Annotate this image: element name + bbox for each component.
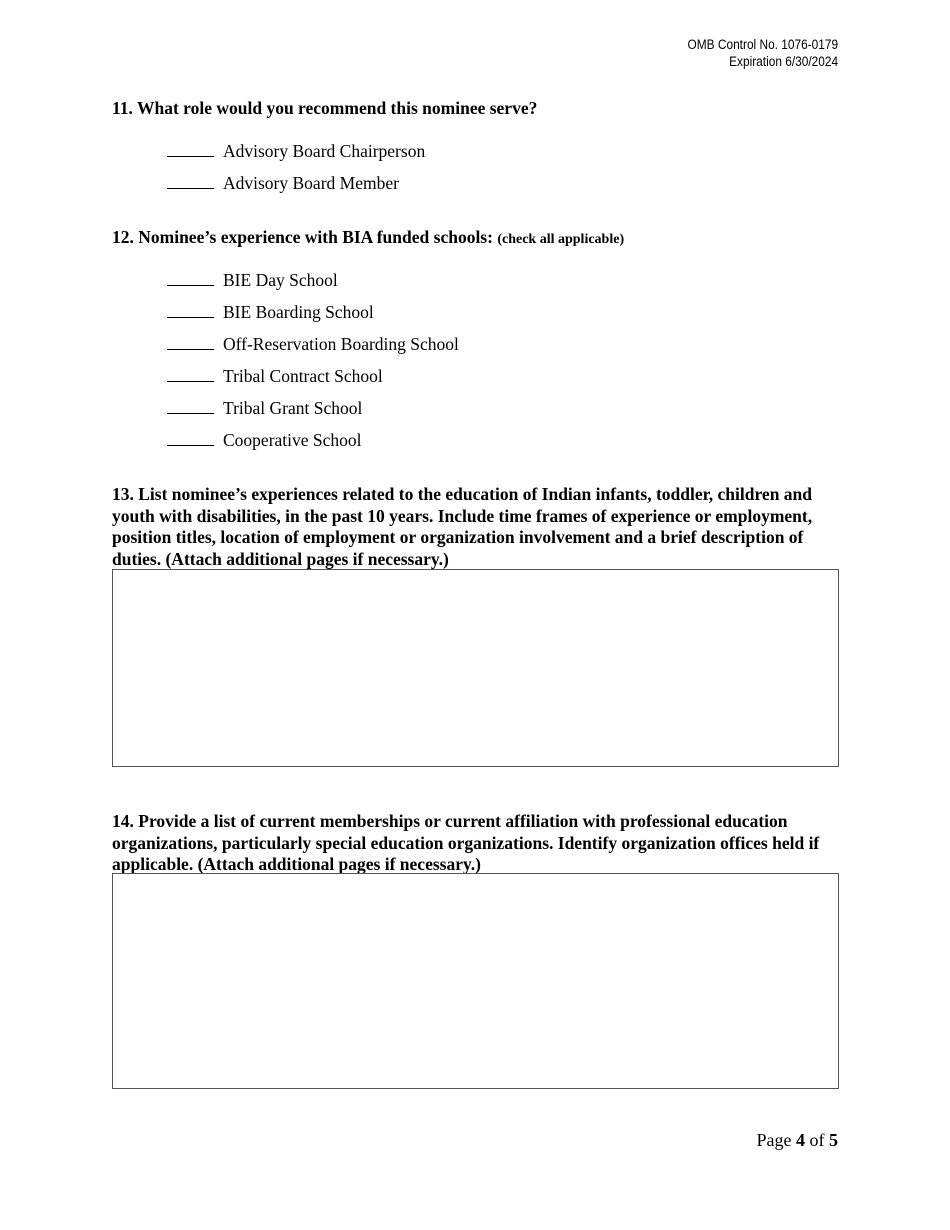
omb-header: [687, 36, 838, 70]
check-blank[interactable]: [167, 367, 214, 382]
option-advisory-board-member[interactable]: Advisory Board Member: [167, 172, 399, 194]
question-12-note: (check all applicable): [497, 232, 625, 247]
question-12: 12. Nominee’s experience with BIA funded schools: (check all applicable): [112, 227, 625, 247]
option-bie-boarding-school[interactable]: BIE Boarding School: [167, 301, 374, 323]
check-blank[interactable]: [167, 335, 214, 350]
option-advisory-board-chairperson[interactable]: Advisory Board Chairperson: [167, 140, 425, 162]
check-blank[interactable]: [167, 174, 214, 189]
question-13: 13. List nominee’s experiences related to the education of Indian infants, toddler, children and youth with disabilities, in the past 10 years. Include time frames of experience or employment, position titles, location of employment or organization involvement and a brief description of duties. (Attach additional pages if necessary.): [112, 484, 813, 569]
question-11: 11. What role would you recommend this nominee serve?: [112, 98, 538, 118]
omb-control-number: OMB Control No. 1076-0179: [687, 37, 838, 52]
check-blank[interactable]: [167, 142, 214, 157]
option-tribal-contract-school[interactable]: Tribal Contract School: [167, 365, 383, 387]
expiration-date: Expiration 6/30/2024: [729, 54, 838, 69]
option-off-reservation-boarding-school[interactable]: Off-Reservation Boarding School: [167, 333, 459, 355]
experience-answer-box[interactable]: [112, 569, 839, 767]
check-blank[interactable]: [167, 303, 214, 318]
option-cooperative-school[interactable]: Cooperative School: [167, 429, 362, 451]
check-blank[interactable]: [167, 399, 214, 414]
option-tribal-grant-school[interactable]: Tribal Grant School: [167, 397, 362, 419]
check-blank[interactable]: [167, 271, 214, 286]
check-blank[interactable]: [167, 431, 214, 446]
page-number: Page 4 of 5: [756, 1130, 838, 1150]
option-bie-day-school[interactable]: BIE Day School: [167, 269, 338, 291]
question-14: 14. Provide a list of current memberships or current affiliation with professional education organizations, particularly special education organizations. Identify organization offices held if applicable. (Attach additional pages if necessary.): [112, 811, 820, 874]
memberships-answer-box[interactable]: [112, 873, 839, 1089]
